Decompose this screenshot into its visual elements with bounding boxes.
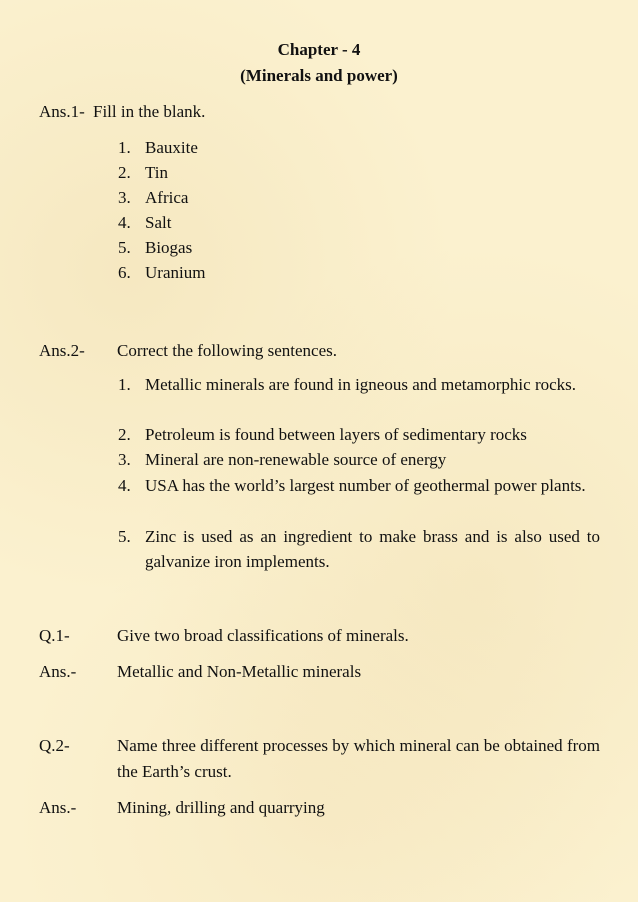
chapter-subtitle: (Minerals and power)	[240, 66, 398, 85]
q1-question: Give two broad classifications of minerals.	[117, 626, 409, 645]
ans1-item-number: 1.	[118, 138, 131, 157]
ans2-item-number: 1.	[118, 375, 131, 394]
ans1-item-number: 2.	[118, 163, 131, 182]
ans1-item-number: 4.	[118, 213, 131, 232]
ans2-item-number: 3.	[118, 450, 131, 469]
q1-label: Q.1-	[39, 626, 70, 645]
q1-answer: Metallic and Non-Metallic minerals	[117, 662, 362, 681]
ans1-label: Ans.1-	[39, 102, 85, 121]
ans2-item-text: Metallic minerals are found in igneous and metamorphic rocks.	[145, 375, 577, 394]
ans2-label: Ans.2-	[39, 341, 85, 360]
chapter-title: Chapter - 4	[277, 40, 361, 59]
q2-label: Q.2-	[39, 736, 70, 755]
ans1-item-text: Tin	[145, 163, 169, 182]
q2-answer-label: Ans.-	[39, 798, 77, 817]
ans2-item-text: Petroleum is found between layers of sedimentary rocks	[145, 425, 527, 444]
ans2-item-number: 2.	[118, 425, 131, 444]
q2-answer: Mining, drilling and quarrying	[117, 798, 325, 817]
ans1-item-text: Africa	[145, 188, 189, 207]
ans2-item-text: Zinc is used as an ingredient to make brass and is also used to galvanize iron implements.	[145, 527, 600, 571]
ans1-item-text: Bauxite	[145, 138, 198, 157]
ans2-item-text: Mineral are non-renewable source of energy	[145, 450, 447, 469]
ans2-item-text: USA has the world’s largest number of geothermal power plants.	[145, 476, 586, 495]
q1-answer-label: Ans.-	[39, 662, 77, 681]
ans1-item-text: Uranium	[145, 263, 206, 282]
ans2-item-number: 4.	[118, 476, 131, 495]
ans1-item-text: Salt	[145, 213, 172, 232]
ans1-item-text: Biogas	[145, 238, 193, 257]
ans1-item-number: 3.	[118, 188, 131, 207]
q2-question: Name three different processes by which mineral can be obtained from the Earth’s crust.	[117, 736, 600, 781]
ans2-item-number: 5.	[118, 527, 131, 546]
ans1-item-number: 5.	[118, 238, 131, 257]
ans1-heading: Fill in the blank.	[93, 102, 206, 121]
ans2-heading: Correct the following sentences.	[117, 341, 337, 360]
ans1-item-number: 6.	[118, 263, 131, 282]
